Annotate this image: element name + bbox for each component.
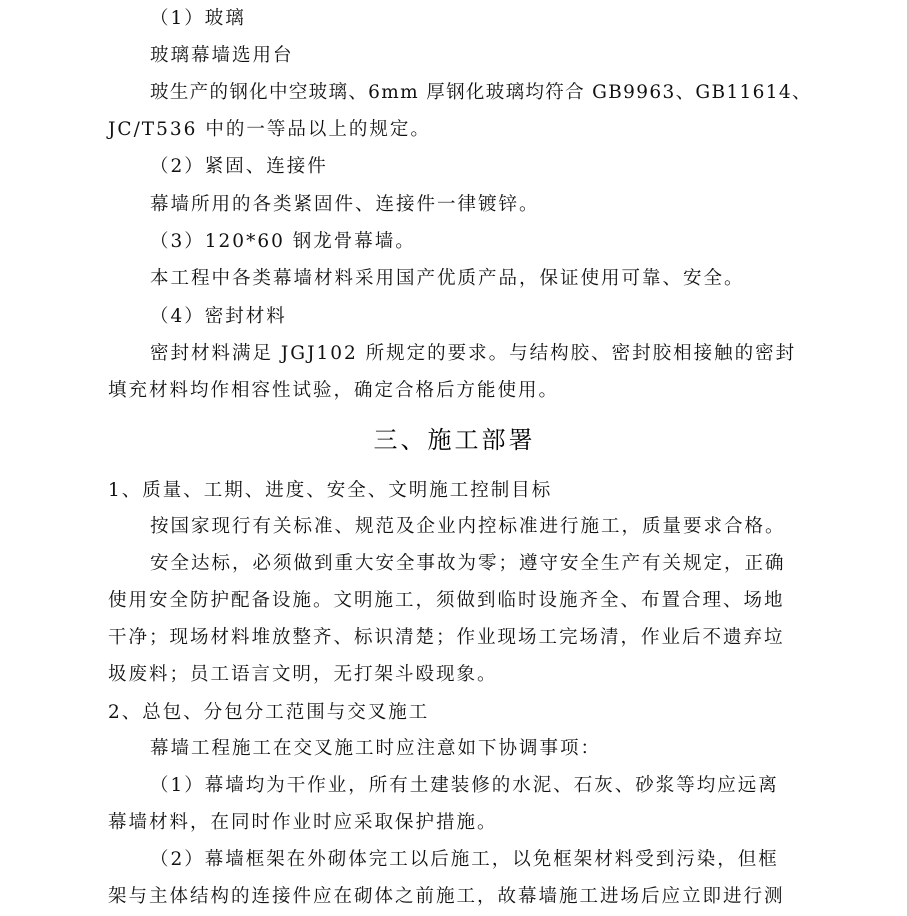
paragraph-line: 玻生产的钢化中空玻璃、6mm 厚钢化玻璃均符合 GB9963、GB11614、 xyxy=(150,82,812,103)
subheading-targets: 1、质量、工期、进度、安全、文明施工控制目标 xyxy=(108,480,553,501)
paragraph-line: 幕墙工程施工在交叉施工时应注意如下协调事项： xyxy=(150,738,602,759)
paragraph-line: 本工程中各类幕墙材料采用国产优质产品，保证使用可靠、安全。 xyxy=(150,268,745,289)
subheading-steel-keel: （3）120*60 钢龙骨幕墙。 xyxy=(150,231,416,252)
paragraph-line: 按国家现行有关标准、规范及企业内控标准进行施工，质量要求合格。 xyxy=(150,516,786,537)
subheading-sealant: （4）密封材料 xyxy=(150,306,287,327)
paragraph-line: JC/T536 中的一等品以上的规定。 xyxy=(108,119,431,140)
paragraph-line: 圾废料；员工语言文明，无打架斗殴现象。 xyxy=(108,664,498,685)
section-heading: 三、施工部署 xyxy=(373,426,536,454)
paragraph-line: （1）幕墙均为干作业，所有土建装修的水泥、石灰、砂浆等均应远离 xyxy=(150,775,779,796)
subheading-division: 2、总包、分包分工范围与交叉施工 xyxy=(108,702,430,723)
paragraph-line: 填充材料均作相容性试验，确定合格后方能使用。 xyxy=(108,380,560,401)
paragraph-line: 架与主体结构的连接件应在砌体之前施工，故幕墙施工进场后应立即进行测 xyxy=(108,886,785,907)
paragraph-line: 使用安全防护配备设施。文明施工，须做到临时设施齐全、布置合理、场地 xyxy=(108,590,785,611)
paragraph-line: 玻璃幕墙选用台 xyxy=(150,45,294,66)
subheading-fasteners: （2）紧固、连接件 xyxy=(150,156,328,177)
paragraph-line: （2）幕墙框架在外砌体完工以后施工，以免框架材料受到污染，但框 xyxy=(150,849,779,870)
paragraph-line: 安全达标，必须做到重大安全事故为零；遵守安全生产有关规定，正确 xyxy=(150,553,786,574)
paragraph-line: 幕墙所用的各类紧固件、连接件一律镀锌。 xyxy=(150,194,540,215)
paragraph-line: 幕墙材料，在同时作业时应采取保护措施。 xyxy=(108,812,498,833)
subheading-glass: （1）玻璃 xyxy=(150,8,246,29)
paragraph-line: 密封材料满足 JGJ102 所规定的要求。与结构胶、密封胶相接触的密封 xyxy=(150,343,797,364)
paragraph-line: 干净；现场材料堆放整齐、标识清楚；作业现场工完场清，作业后不遗弃垃 xyxy=(108,627,785,648)
